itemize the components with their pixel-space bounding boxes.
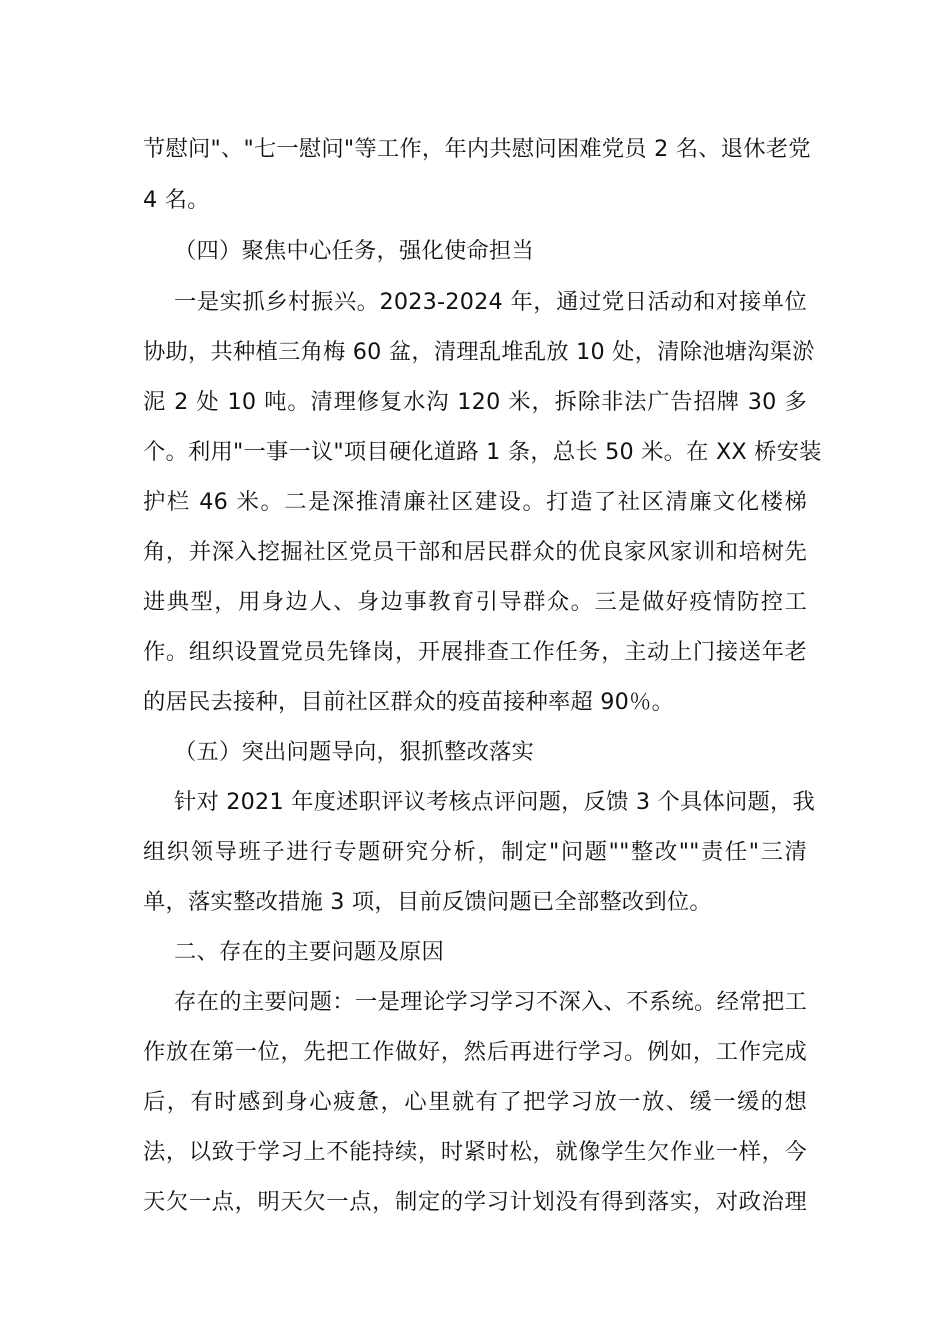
- text-line: 作放在第一位，先把工作做好，然后再进行学习。例如，工作完成: [143, 1039, 807, 1065]
- text-line: 护栏 46 米。二是深推清廉社区建设。打造了社区清廉文化楼梯: [143, 489, 807, 515]
- text-line: 天欠一点，明天欠一点，制定的学习计划没有得到落实，对政治理: [143, 1189, 807, 1215]
- text-line: 角，并深入挖掘社区党员干部和居民群众的优良家风家训和培树先: [143, 539, 807, 565]
- text-line: 后，有时感到身心疲惫，心里就有了把学习放一放、缓一缓的想: [143, 1089, 807, 1115]
- text-line: 存在的主要问题：一是理论学习学习不深入、不系统。经常把工: [174, 989, 807, 1015]
- text-line: 单，落实整改措施 3 项，目前反馈问题已全部整改到位。: [143, 889, 712, 915]
- text-line: 协助，共种植三角梅 60 盆，清理乱堆乱放 10 处，清除池塘沟渠淤: [143, 339, 815, 365]
- text-line: 进典型，用身边人、身边事教育引导群众。三是做好疫情防控工: [143, 589, 807, 615]
- section-heading: （四）聚焦中心任务，强化使命担当: [174, 238, 534, 264]
- text-line: 法，以致于学习上不能持续，时紧时松，就像学生欠作业一样，今: [143, 1139, 807, 1165]
- text-line: 节慰问"、"七一慰问"等工作，年内共慰问困难党员 2 名、退休老党: [143, 136, 811, 162]
- text-line: 组织领导班子进行专题研究分析，制定"问题""整改""责任"三清: [143, 839, 807, 865]
- text-line: 一是实抓乡村振兴。2023-2024 年，通过党日活动和对接单位: [174, 289, 807, 315]
- text-line: 的居民去接种，目前社区群众的疫苗接种率超 90％。: [143, 689, 674, 715]
- text-line: 个。利用"一事一议"项目硬化道路 1 条，总长 50 米。在 XX 桥安装: [143, 439, 822, 465]
- section-heading: 二、存在的主要问题及原因: [174, 939, 444, 965]
- text-line: 4 名。: [143, 187, 210, 213]
- section-heading: （五）突出问题导向，狠抓整改落实: [174, 739, 534, 765]
- text-line: 针对 2021 年度述职评议考核点评问题，反馈 3 个具体问题，我: [174, 789, 816, 815]
- text-line: 泥 2 处 10 吨。清理修复水沟 120 米，拆除非法广告招牌 30 多: [143, 389, 807, 415]
- text-line: 作。组织设置党员先锋岗，开展排查工作任务，主动上门接送年老: [143, 639, 807, 665]
